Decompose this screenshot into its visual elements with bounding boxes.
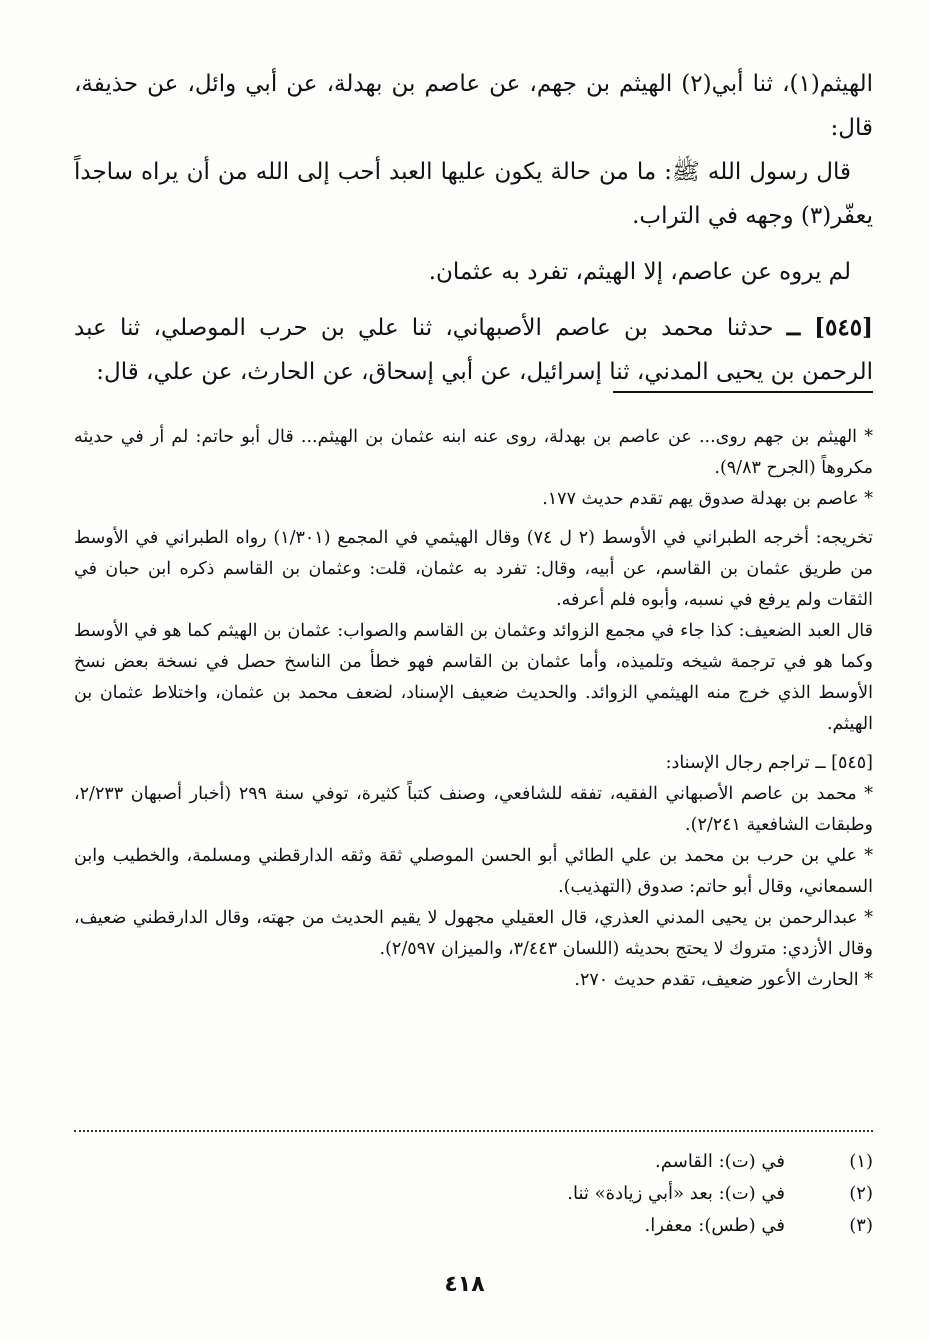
footnote-item	[74, 1210, 873, 1242]
hadith-matn-text: قال رسول الله ﷺ: ما من حالة يكون عليها العبد أحب إلى الله من أن يراه ساجداً يعفّر(٣) وجهه في التراب.	[74, 159, 873, 229]
footnote-number: (٢)	[849, 1183, 873, 1204]
footnote-item	[74, 1146, 873, 1178]
hadith-isnad-text: الهيثم(١)، ثنا أبي(٢) الهيثم بن جهم، عن عاصم بن بهدلة، عن أبي وائل، عن حذيفة، قال:	[74, 71, 873, 141]
hadith-545-isnad	[74, 306, 873, 394]
narrator-note: * عبدالرحمن بن يحيى المدني العذري، قال العقيلي مجهول لا يقيم الحديث من جهته، وقال الدارقطني ضعيف، وقال الأزدي: متروك لا يحتج بحديثه (اللسان ٣/٤٤٣، والميزان ٢/٥٩٧).	[74, 908, 873, 959]
main-text	[74, 62, 873, 394]
narrator-note: * محمد بن عاصم الأصبهاني الفقيه، تفقه للشافعي، وصنف كتباً كثيرة، توفي سنة ٢٩٩ (أخبار أصبهان ٢/٢٣٣، وطبقات الشافعية ٢/٢٤١).	[74, 784, 873, 835]
footnote-text: في (طس): معفرا.	[644, 1215, 785, 1236]
narrator-note: * الحارث الأعور ضعيف، تقدم حديث ٢٧٠.	[574, 970, 873, 990]
footnote-text: في (ت): القاسم.	[655, 1151, 785, 1172]
hadith-number: [٥٤٥] ــ	[786, 314, 873, 341]
tabarani-comment: لم يروه عن عاصم، إلا الهيثم، تفرد به عثمان.	[428, 259, 851, 285]
footnote-text: في (ت): بعد «أبي زيادة» ثنا.	[567, 1183, 785, 1204]
takhrij-paragraph: تخريجه: أخرجه الطبراني في الأوسط (٢ ل ٧٤) وقال الهيثمي في المجمع (١/٣٠١) رواه الطبراني في الأوسط من طريق عثمان بن القاسم، عن أبيه، وقال: تفرد به عثمان، قلت: وعثمان بن القاسم ذكره ابن حبان في الثقات ولم يرفع في نسبه، وأبوه فلم أعرفه.	[74, 528, 873, 610]
editor-comment: قال العبد الضعيف: كذا جاء في مجمع الزوائد وعثمان بن القاسم والصواب: عثمان بن الهيثم كما هو في الأوسط وكما هو في ترجمة شيخه وتلميذه، وأما عثمان بن القاسم فهو خطأ من الناسخ حصل في نسخة بعض نسخ الأوسط الذي خرج منه الهيثمي الزوائد. والحديث ضعيف الإسناد، لضعف محمد بن عثمان، واختلاط عثمان بن الهيثم.	[74, 621, 873, 734]
footnote-number: (٣)	[849, 1215, 873, 1236]
footnotes	[74, 1146, 873, 1242]
footnote-separator-line	[613, 391, 873, 393]
narrator-note: * الهيثم بن جهم روى... عن عاصم بن بهدلة، روى عنه ابنه عثمان بن الهيثم... قال أبو حاتم: لم أر في حديثه مكروهاً (الجرح ٩/٨٣).	[74, 427, 873, 478]
footnote-number: (١)	[849, 1151, 873, 1172]
narrator-note: * علي بن حرب بن محمد بن علي الطائي أبو الحسن الموصلي ثقة وثقه الدارقطني ومسلمة، والخطيب وابن السمعاني، وقال أبو حاتم: صدوق (التهذيب).	[74, 846, 873, 897]
narrator-note: * عاصم بن بهدلة صدوق يهم تقدم حديث ١٧٧.	[542, 489, 873, 509]
hadith-545-text: حدثنا محمد بن عاصم الأصبهاني، ثنا علي بن حرب الموصلي، ثنا عبد الرحمن بن يحيى المدني، ثنا إسرائيل، عن أبي إسحاق، عن الحارث، عن علي، قال:	[74, 315, 873, 385]
tarajim-heading: [٥٤٥] ــ تراجم رجال الإسناد:	[665, 753, 873, 773]
page-number: ٤١٨	[444, 1272, 485, 1297]
commentary-notes	[74, 422, 873, 996]
footnote-dotted-separator	[74, 1130, 873, 1132]
footnote-item	[74, 1178, 873, 1210]
